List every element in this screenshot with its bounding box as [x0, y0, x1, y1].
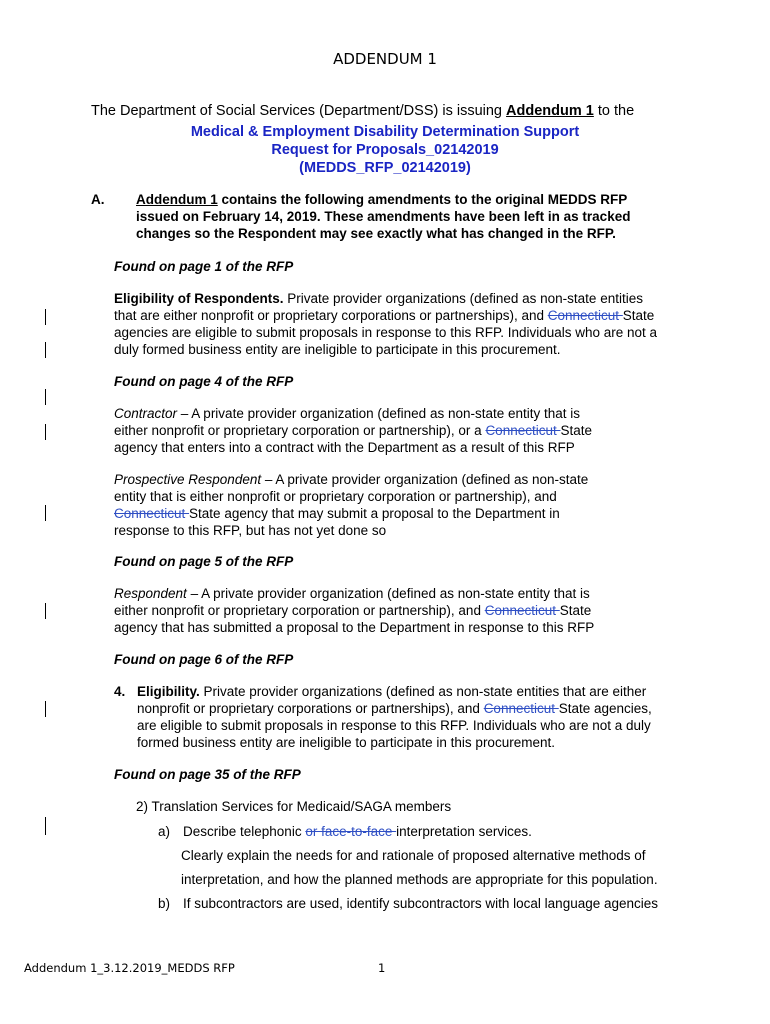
contractor-text: – A private provider organization (defined as non-state entity that is — [177, 406, 581, 421]
deleted-text: Connecticut — [484, 603, 560, 618]
found-page-6: Found on page 6 of the RFP — [114, 652, 294, 667]
change-bar — [45, 505, 46, 521]
inserted-text: State agencies, — [558, 701, 652, 716]
change-bar — [45, 603, 46, 619]
translation-b-label: b) — [158, 896, 171, 911]
inserted-text: State — [560, 423, 593, 438]
change-bar — [45, 389, 46, 405]
item4-line4: formed business entity are ineligible to participate in this procurement. — [137, 735, 555, 750]
rfp-title-line3: (MEDDS_RFP_02142019) — [299, 160, 471, 176]
prospective-line3 — [114, 506, 560, 521]
section-a-line1 — [136, 192, 627, 207]
eligibility-text-2: that are either nonprofit or proprietary corporations or partnerships), and — [114, 308, 548, 323]
prospective-term: Prospective Respondent — [114, 472, 262, 487]
intro-line — [91, 103, 634, 119]
contractor-text-2: either nonprofit or proprietary corporation or partnership), or a — [114, 423, 486, 438]
respondent-text: – A private provider organization (defined as non-state entity that is — [186, 586, 590, 601]
deleted-text: Connecticut — [483, 701, 559, 716]
intro-text-end: to the — [593, 103, 635, 119]
translation-a-line2: Clearly explain the needs for and rationale of proposed alternative methods of — [181, 848, 646, 863]
found-page-5: Found on page 5 of the RFP — [114, 554, 294, 569]
item4-heading: Eligibility. — [137, 684, 200, 699]
translation-a-line3: interpretation, and how the planned methods are appropriate for this population. — [181, 872, 658, 887]
rfp-title-line2: Request for Proposals_02142019 — [271, 142, 499, 158]
respondent-text-2: either nonprofit or proprietary corporation or partnership), and — [114, 603, 485, 618]
prospective-line2: entity that is either nonprofit or proprietary corporation or partnership), and — [114, 489, 557, 504]
item4-line1 — [137, 684, 646, 699]
found-page-1: Found on page 1 of the RFP — [114, 259, 294, 274]
change-bar — [45, 309, 46, 325]
respondent-line1 — [114, 586, 590, 601]
change-bar — [45, 701, 46, 717]
section-a-text: contains the following amendments to the original MEDDS RFP — [217, 192, 628, 207]
deleted-text: or face-to-face — [305, 824, 397, 839]
prospective-text-3: State agency that may submit a proposal to the Department in — [189, 506, 560, 521]
inserted-text: State — [559, 603, 592, 618]
contractor-line2 — [114, 423, 592, 438]
item4-line3: are eligible to submit proposals in response to this RFP. Individuals who are not a duly — [137, 718, 651, 733]
deleted-text: Connecticut — [547, 308, 623, 323]
eligibility-line1 — [114, 291, 643, 306]
page-title: ADDENDUM 1 — [333, 50, 437, 68]
translation-a-text: Describe telephonic — [183, 824, 306, 839]
translation-a-text-end: interpretation services. — [396, 824, 532, 839]
translation-b-line: If subcontractors are used, identify subcontractors with local language agencies — [183, 896, 659, 911]
section-a-line3: changes so the Respondent may see exactly what has changed in the RFP. — [136, 226, 616, 241]
translation-heading: 2) Translation Services for Medicaid/SAGA members — [136, 799, 452, 814]
intro-text: The Department of Social Services (Department/DSS) is issuing — [91, 103, 507, 119]
found-page-4: Found on page 4 of the RFP — [114, 374, 294, 389]
contractor-term: Contractor — [114, 406, 178, 421]
item4-text: Private provider organizations (defined as non-state entities that are either — [199, 684, 647, 699]
page-number: 1 — [378, 961, 386, 975]
eligibility-line4: duly formed business entity are ineligible to participate in this procurement. — [114, 342, 561, 357]
section-a-letter: A. — [91, 192, 105, 207]
eligibility-heading: Eligibility of Respondents. — [114, 291, 284, 306]
prospective-text: – A private provider organization (defined as non-state — [261, 472, 589, 487]
deleted-text: Connecticut — [114, 506, 190, 521]
footer-document-id: Addendum 1_3.12.2019_MEDDS RFP — [24, 961, 235, 975]
prospective-line1 — [114, 472, 588, 487]
rfp-title-line1: Medical & Employment Disability Determination Support — [190, 124, 580, 140]
translation-a-label: a) — [158, 824, 171, 839]
intro-addendum: Addendum 1 — [506, 103, 594, 119]
contractor-line1 — [114, 406, 580, 421]
section-a-addendum: Addendum 1 — [136, 192, 218, 207]
found-page-35: Found on page 35 of the RFP — [114, 767, 301, 782]
prospective-line4: response to this RFP, but has not yet done so — [114, 523, 387, 538]
respondent-term: Respondent — [114, 586, 187, 601]
eligibility-text: Private provider organizations (defined as non-state entities — [283, 291, 643, 306]
change-bar — [45, 342, 46, 358]
deleted-text: Connecticut — [485, 423, 561, 438]
change-bar — [45, 424, 46, 440]
contractor-line3: agency that enters into a contract with the Department as a result of this RFP — [114, 440, 575, 455]
item4-number: 4. — [114, 684, 126, 699]
respondent-line2 — [114, 603, 591, 618]
inserted-text: State — [622, 308, 655, 323]
eligibility-line3: agencies are eligible to submit proposals in response to this RFP. Individuals who are not a — [114, 325, 658, 340]
eligibility-line2 — [114, 308, 654, 323]
item4-line2 — [137, 701, 652, 716]
section-a-line2: issued on February 14, 2019. These amendments have been left in as tracked — [136, 209, 631, 224]
item4-text-2: nonprofit or proprietary corporations or partnerships), and — [137, 701, 484, 716]
change-bar — [45, 817, 46, 835]
respondent-line3: agency that has submitted a proposal to the Department in response to this RFP — [114, 620, 595, 635]
translation-a-line1 — [183, 824, 532, 839]
